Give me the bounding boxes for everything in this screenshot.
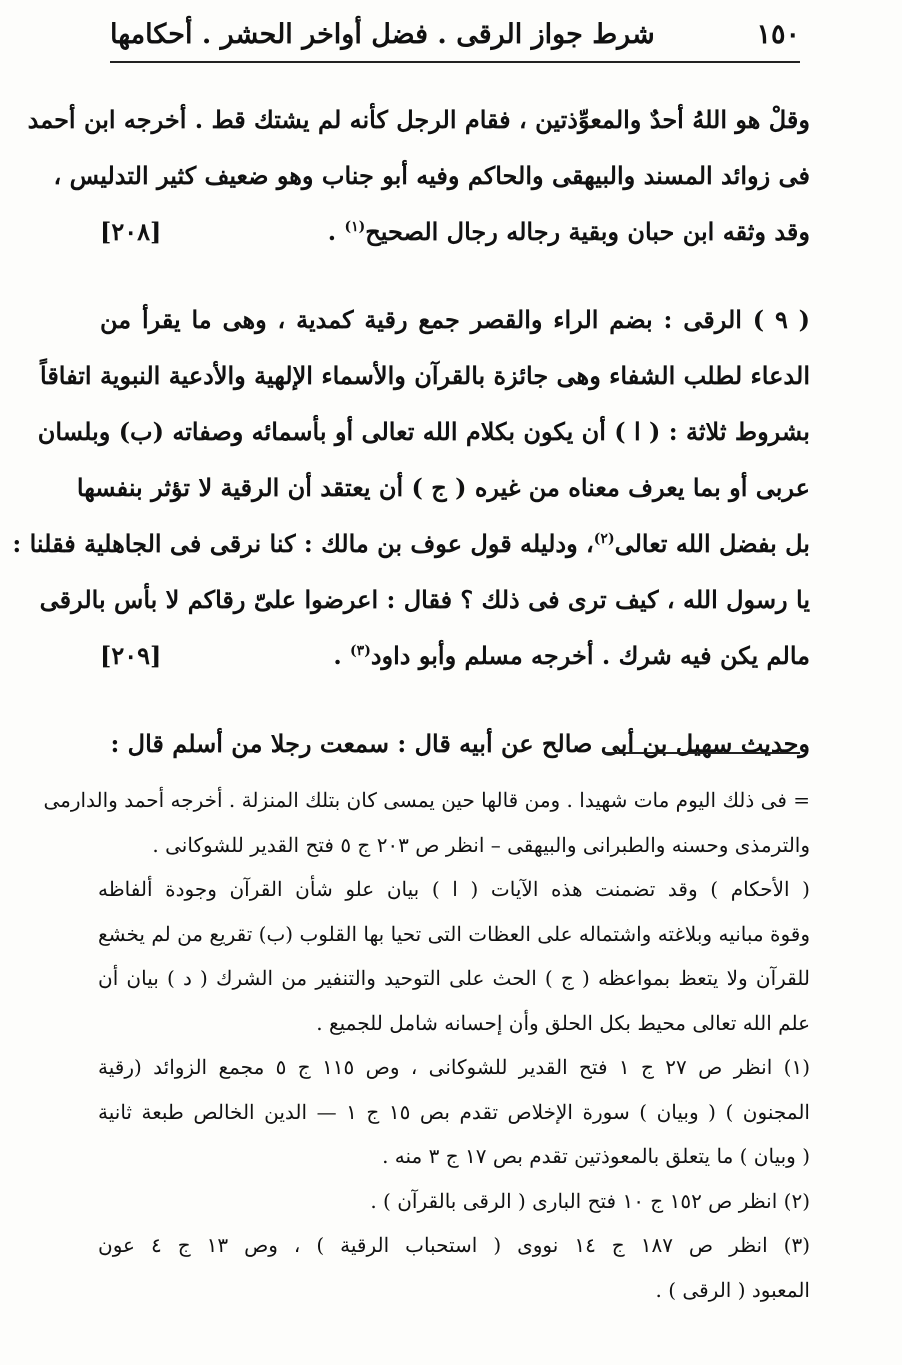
hadith-number: [٢٠٨] bbox=[100, 217, 162, 246]
text-span: . bbox=[333, 641, 351, 670]
footnote-line: (٣) انظر ص ١٨٧ ج ١٤ نووى ( استحباب الرقية ) ، وص ١٣ ج ٤ عون bbox=[98, 1233, 811, 1257]
footnote-marker: (٣) bbox=[350, 643, 371, 659]
footnote-line: وقوة مبانيه وبلاغته واشتماله على العظات التى تحيا بها القلوب (ب) تقريع من لم يخشع bbox=[98, 921, 810, 946]
footnote-line: (١) انظر ص ٢٧ ج ١ فتح القدير للشوكانى ، وص ١١٥ ج ٥ مجمع الزوائد (رقية bbox=[98, 1055, 810, 1079]
text-line-content bbox=[333, 628, 810, 684]
footnote-line: المعبود ( الرقى ) . bbox=[655, 1277, 810, 1302]
page-number: ١٥٠ bbox=[756, 18, 800, 50]
text-line: وحديث سهيل بن أبى صالح عن أبيه قال : سمعت رجلا من أسلم قال : bbox=[110, 729, 810, 758]
footnote-line: = فى ذلك اليوم مات شهيدا . ومن قالها حين يمسى كان بتلك المنزلة . أخرجه أحمد والدارمى bbox=[43, 788, 810, 812]
text-line bbox=[12, 516, 810, 572]
text-span: . bbox=[327, 217, 345, 246]
footnote-marker: (١) bbox=[344, 219, 366, 235]
main-text bbox=[12, 92, 811, 772]
hadith-number: [٢٠٩] bbox=[100, 641, 162, 670]
header-rule bbox=[110, 61, 800, 63]
text-line: وقلْ هو اللهُ أحدٌ والمعوِّذتين ، فقام الرجل كأنه لم يشتك قط . أخرجه ابن أحمد bbox=[27, 105, 810, 134]
text-line: عربى أو بما يعرف معناه من غيره ( ج ) أن يعتقد أن الرقية لا تؤثر بنفسها bbox=[76, 473, 810, 502]
footnote-line: المجنون ) ( وبيان ) سورة الإخلاص تقدم بص ١٥ ج ١ — الدين الخالص طبعة ثانية bbox=[98, 1099, 810, 1124]
text-line: بشروط ثلاثة : ( ا ) أن يكون بكلام الله تعالى أو بأسمائه وصفاته (ب) وبلسان bbox=[37, 417, 810, 446]
footnote-line: علم الله تعالى محيط بكل الحلق وأن إحسانه شامل للجميع . bbox=[316, 1010, 810, 1035]
footnote-line: للقرآن ولا يتعظ بمواعظه ( ج ) الحث على التوحيد والتنفير من الشرك ( د ) بيان أن bbox=[98, 966, 810, 990]
footnote-line: (٢) انظر ص ١٥٢ ج ١٠ فتح البارى ( الرقى بالقرآن ) . bbox=[370, 1188, 810, 1213]
text-span: وقد وثقه ابن حبان وبقية رجاله رجال الصحيح bbox=[365, 217, 810, 246]
footnote-line: ( وبيان ) ما يتعلق بالمعوذتين تقدم بص ١٧ ج ٣ منه . bbox=[382, 1144, 810, 1168]
text-span: مالم يكن فيه شرك . أخرجه مسلم وأبو داود bbox=[370, 641, 810, 670]
text-line-content bbox=[328, 204, 810, 260]
footnote-line: والترمذى وحسنه والطبرانى والبيهقى – انظر ص ٢٠٣ ج ٥ فتح القدير للشوكانى . bbox=[152, 832, 810, 857]
text-line: فى زوائد المسند والبيهقى والحاكم وفيه أبو جناب وهو ضعيف كثير التدليس ، bbox=[53, 161, 810, 190]
text-span: بل بفضل الله تعالى bbox=[614, 529, 810, 558]
footnote-marker: (٢) bbox=[593, 531, 615, 547]
text-line bbox=[100, 204, 810, 260]
footnote-line: ( الأحكام ) وقد تضمنت هذه الآيات ( ا ) بيان علو شأن القرآن وجودة ألفاظه bbox=[98, 877, 810, 901]
text-line: يا رسول الله ، كيف ترى فى ذلك ؟ فقال : اعرضوا علىّ رقاكم لا بأس بالرقى bbox=[39, 585, 810, 614]
text-line bbox=[100, 628, 810, 684]
footnote-separator bbox=[603, 752, 800, 754]
running-title: شرط جواز الرقى . فضل أواخر الحشر . أحكامها bbox=[110, 18, 655, 50]
footnotes bbox=[43, 778, 811, 1312]
running-header bbox=[110, 12, 800, 56]
text-line: ( ٩ ) الرقى : بضم الراء والقصر جمع رقية كمدية ، وهى ما يقرأ من bbox=[100, 305, 811, 334]
text-span: ، ودليله قول عوف بن مالك : كنا نرقى فى الجاهلية فقلنا : bbox=[12, 529, 594, 558]
text-line: الدعاء لطلب الشفاء وهى جائزة بالقرآن والأسماء الإلهية والأدعية النبوية اتفاقاً bbox=[40, 361, 810, 390]
